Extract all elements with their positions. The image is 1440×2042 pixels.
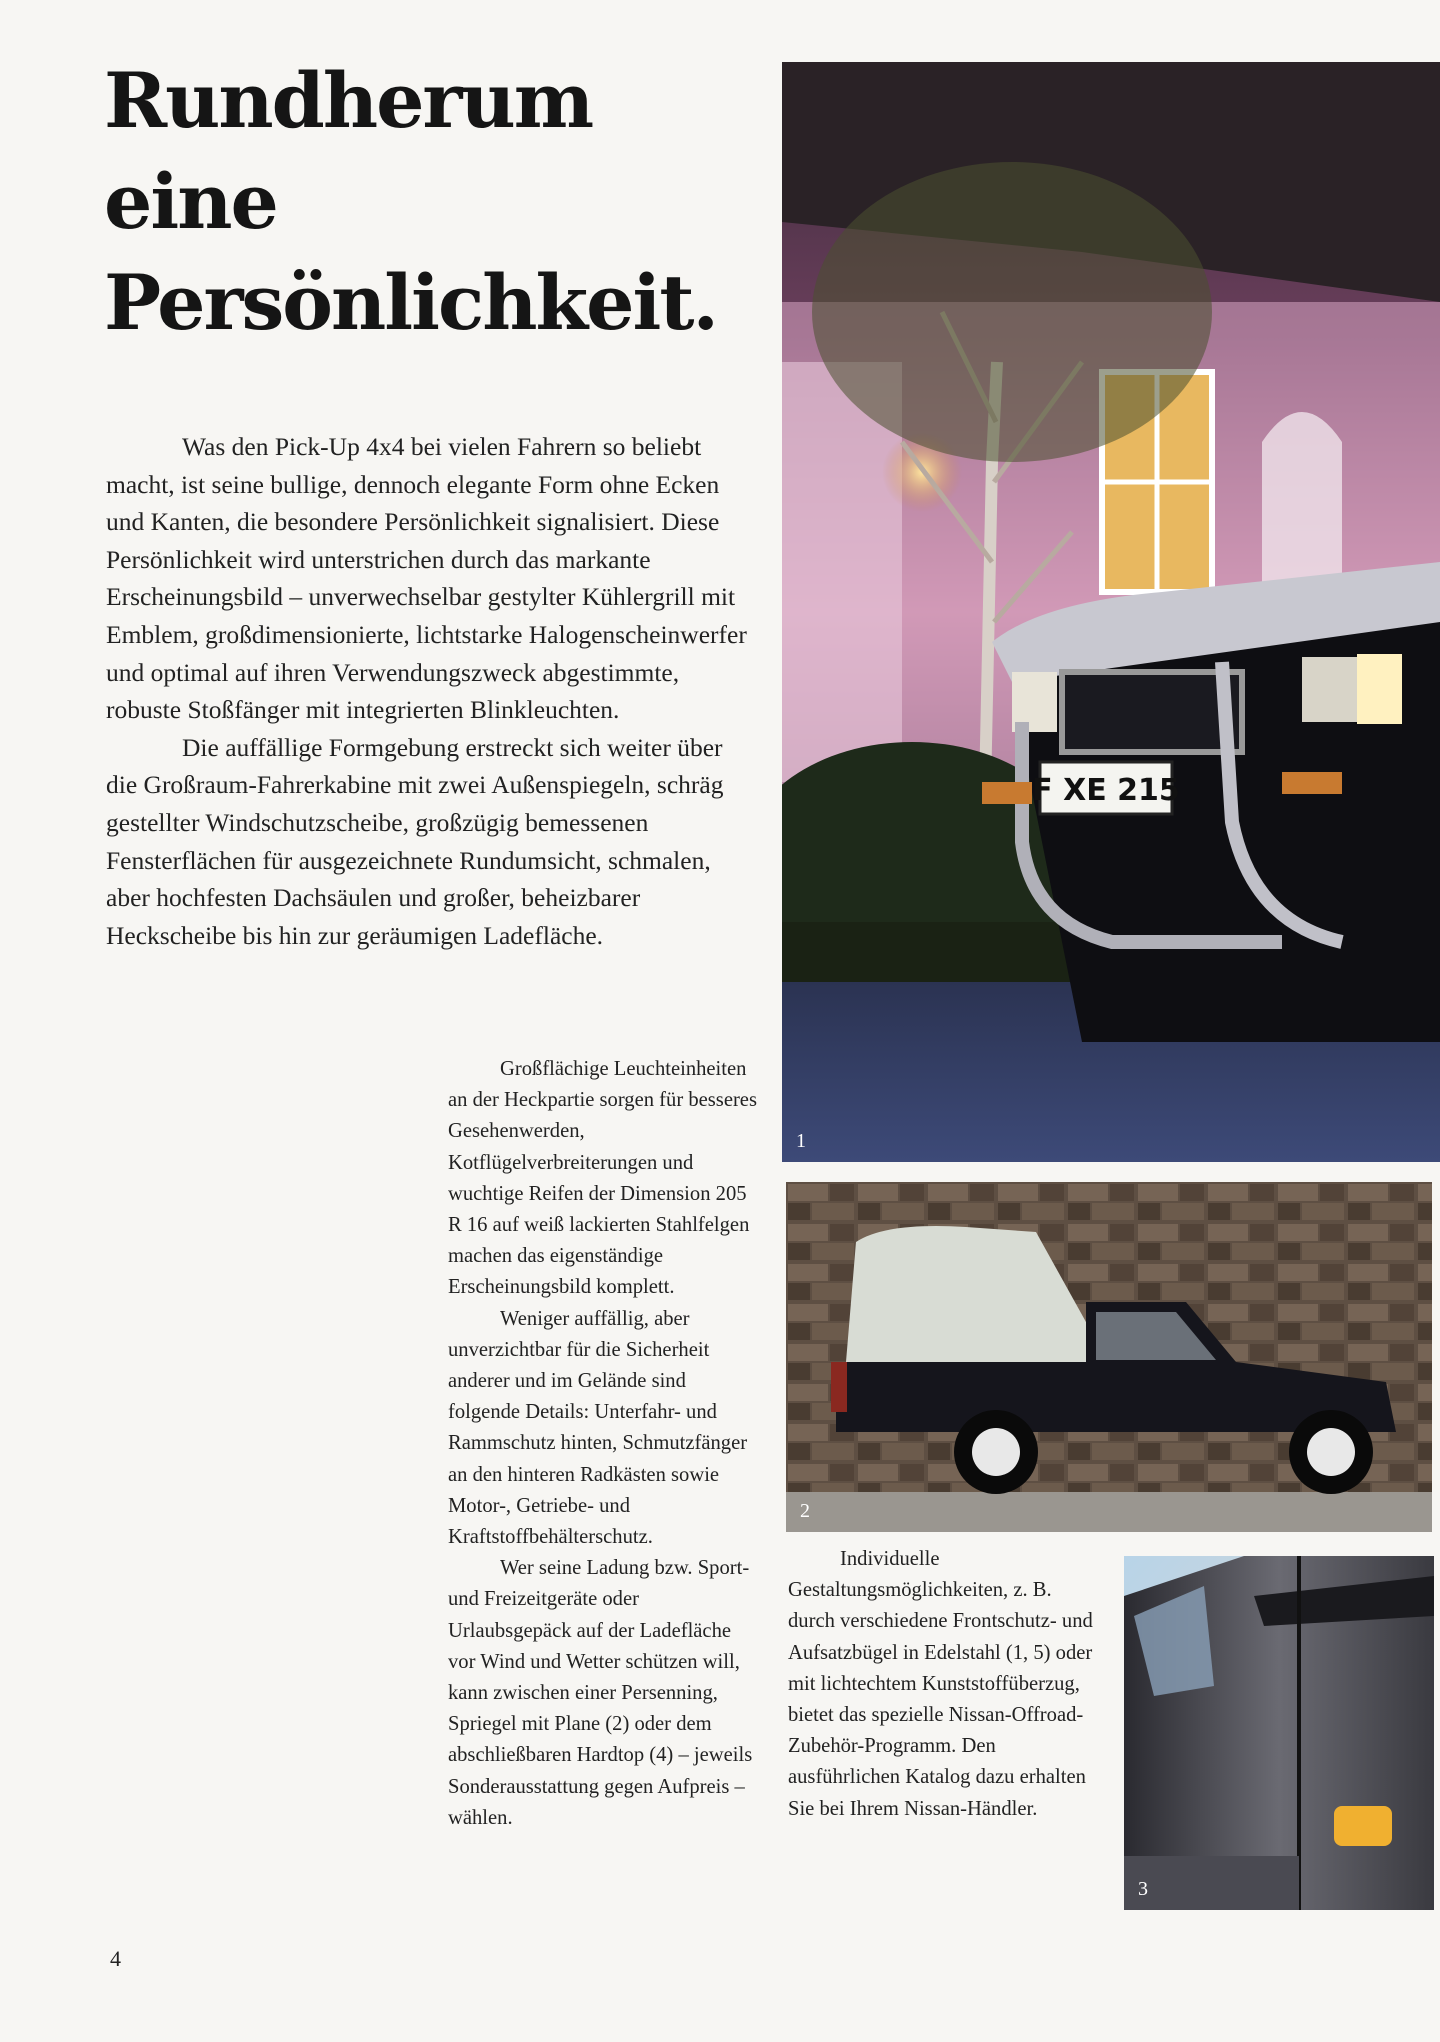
caption-text [788, 1544, 1100, 1825]
page-number: 4 [110, 1946, 121, 1971]
main-paragraph-1: Was den Pick-Up 4x4 bei vielen Fahrern so beliebt macht, ist seine bullige, dennoch elegante Form ohne Ecken und Kanten, die besondere Persönlichkeit signalisiert. Diese Persönlichkeit wird unterstrichen durch das markante Erscheinungsbild – unverwechselbar gestylter Kühlergrill mit Emblem, großdimensionierte, lichtstarke Halogenscheinwerfer und optimal auf ihren Verwendungszweck abgestimmte, robuste Stoßfänger mit integrierten Blinkleuchten. [106, 432, 747, 725]
title-line-1: Rundherum eine [104, 56, 593, 246]
mid-paragraph-1: Großflächige Leuchteinheiten an der Heckpartie sorgen für besseres Gesehenwerden, Kotflügelverbreiterungen und wuchtige Reifen der Dimension 205 R 16 auf weiß lackierten Stahlfelgen machen das eigenständige Erscheinungsbild komplett. [448, 1058, 757, 1299]
photo-1-number: 1 [796, 1130, 806, 1152]
mid-paragraph-3: Wer seine Ladung bzw. Sport- und Freizeitgeräte oder Urlaubsgepäck auf der Ladefläche vor Wind und Wetter schützen will, kann zwischen einer Persenning, Spriegel mit Plane (2) oder dem abschließbaren Hardtop (4) – jeweils Sonderausstattung gegen Aufpreis – wählen. [448, 1557, 753, 1829]
page-title [104, 50, 784, 353]
photo-3-number: 3 [1138, 1878, 1148, 1900]
main-paragraph-2: Die auffällige Formgebung erstreckt sich weiter über die Großraum-Fahrerkabine mit zwei Außenspiegeln, schräg gestellter Windschutzscheibe, großzügig bemessenen Fensterflächen für ausgezeichnete Rundumsicht, schmalen, aber hochfesten Dachsäulen und großer, beheizbarer Heckscheibe bis hin zur geräumigen Ladefläche. [106, 732, 724, 950]
photo-cab-detail [1124, 1556, 1434, 1910]
photo-pickup-side [786, 1182, 1432, 1532]
caption-paragraph: Individuelle Gestaltungsmöglichkeiten, z. B. durch verschiedene Frontschutz- und Aufsatzbügel in Edelstahl (1, 5) oder mit lichtechtem Kunststoffüberzug, bietet das spezielle Nissan-Offroad-Zubehör-Programm. Den ausführlichen Katalog dazu erhalten Sie bei Ihrem Nissan-Händler. [788, 1548, 1093, 1820]
license-plate: F XE 215 [1032, 773, 1180, 808]
title-line-2: Persönlichkeit. [104, 258, 717, 347]
middle-column-text [448, 1054, 760, 1834]
photo-pickup-front [782, 62, 1440, 1162]
photo-2-number: 2 [800, 1500, 810, 1522]
main-body-text [106, 428, 750, 954]
mid-paragraph-2: Weniger auffällig, aber unverzichtbar für die Sicherheit anderer und im Gelände sind folgende Details: Unterfahr- und Rammschutz hinten, Schmutzfänger an den hinteren Radkästen sowie Motor-, Getriebe- und Kraftstoffbehälterschutz. [448, 1307, 748, 1549]
